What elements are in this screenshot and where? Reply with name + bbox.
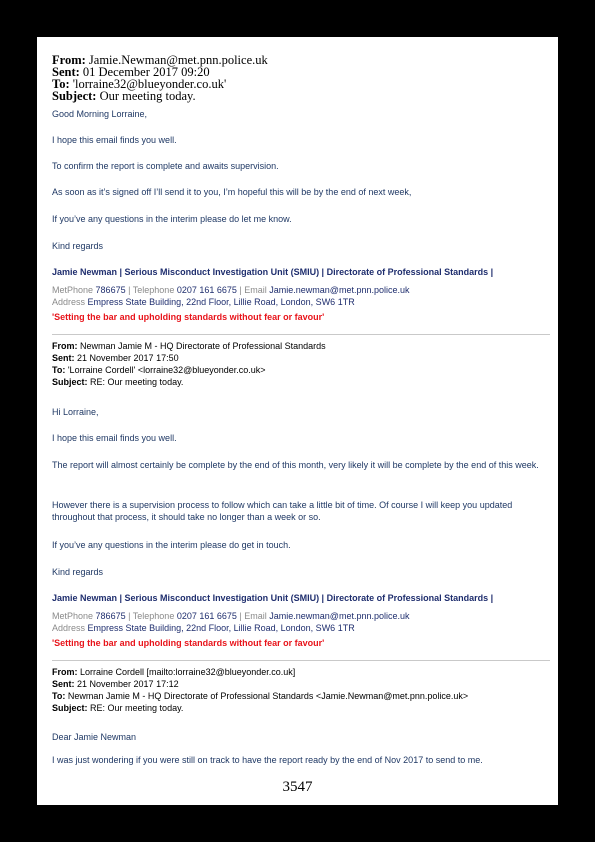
signature-name-line: Jamie Newman | Serious Misconduct Investigation Unit (SMIU) | Directorate of Professional Standards | (52, 593, 494, 603)
email3-subject-value: RE: Our meeting today. (90, 703, 184, 713)
email1-sent-value: 01 December 2017 09:20 (82, 65, 210, 79)
email3-paragraph: I was just wondering if you were still on track to have the report ready by the end of Nov 2017 to send to me. (52, 755, 483, 765)
email-separator (52, 334, 550, 335)
email3-sent-value: 21 November 2017 17:12 (77, 679, 179, 689)
email1-to-label: To: (52, 77, 70, 91)
signature-motto: 'Setting the bar and upholding standards without fear or favour' (52, 312, 325, 322)
email1-header (52, 54, 550, 102)
email1-sent-label: Sent: (52, 65, 80, 79)
email1-paragraph: If you’ve any questions in the interim please do let me know. (52, 214, 292, 224)
email2-paragraph: However there is a supervision process to follow which can take a little bit of time. Of course I will keep you updated throughout that process, it should take no longer than a week or so. (52, 500, 513, 522)
email3-greeting: Dear Jamie Newman (52, 732, 137, 742)
email1-to-value: 'lorraine32@blueyonder.co.uk' (72, 77, 227, 91)
email2-paragraph: I hope this email finds you well. (52, 433, 177, 443)
signature-address-line: Address Empress State Building, 22nd Floor, Lillie Road, London, SW6 1TR (52, 297, 355, 307)
signature-phone-line: MetPhone 786675 | Telephone 0207 161 6675 | Email Jamie.newman@met.pnn.police.uk (52, 611, 410, 621)
email2-greeting: Hi Lorraine, (52, 407, 99, 417)
email2-to-value: 'Lorraine Cordell' <lorraine32@blueyonder.co.uk> (67, 365, 266, 375)
email1-from-value: Jamie.Newman@met.pnn.police.uk (88, 53, 268, 67)
email2-header: From: Newman Jamie M - HQ Directorate of Professional Standards Sent: 21 November 2017 17:50 To: 'Lorraine Cordell' <lorraine32@blueyonder.co.uk> Subject: RE: Our meeting today. (52, 341, 326, 387)
document-page (37, 37, 558, 805)
email3-header: From: Lorraine Cordell [mailto:lorraine32@blueyonder.co.uk] Sent: 21 November 2017 17:12 To: Newman Jamie M - HQ Directorate of Professional Standards <Jamie.Newman@met.pnn.police.uk> Subject: RE: Our meeting today. (52, 667, 469, 713)
signature-address-line: Address Empress State Building, 22nd Floor, Lillie Road, London, SW6 1TR (52, 623, 355, 633)
email3-from-value: Lorraine Cordell [mailto:lorraine32@blueyonder.co.uk] (80, 667, 296, 677)
email2-paragraph: The report will almost certainly be complete by the end of this month, very likely it will be complete by the end of this week. (52, 460, 539, 470)
signature-motto: 'Setting the bar and upholding standards without fear or favour' (52, 638, 325, 648)
email1-paragraph: As soon as it’s signed off I’ll send it to you, I’m hopeful this will be by the end of next week, (52, 187, 412, 197)
signature-email-link[interactable]: Jamie.newman@met.pnn.police.uk (269, 611, 410, 621)
email2-signoff: Kind regards (52, 567, 104, 577)
email1-subject-value: Our meeting today. (99, 89, 196, 103)
email1-paragraph: To confirm the report is complete and awaits supervision. (52, 161, 279, 171)
email1-from-label: From: (52, 53, 86, 67)
email1-paragraph: I hope this email finds you well. (52, 135, 177, 145)
email-separator (52, 660, 550, 661)
email1-greeting: Good Morning Lorraine, (52, 109, 148, 119)
email1-signoff: Kind regards (52, 241, 104, 251)
email2-subject-value: RE: Our meeting today. (90, 377, 184, 387)
email1-subject-label: Subject: (52, 89, 97, 103)
signature-phone-line: MetPhone 786675 | Telephone 0207 161 6675 | Email Jamie.newman@met.pnn.police.uk (52, 285, 410, 295)
email2-paragraph: If you’ve any questions in the interim please do get in touch. (52, 540, 291, 550)
email3-to-value: Newman Jamie M - HQ Directorate of Professional Standards <Jamie.Newman@met.pnn.police.uk> (67, 691, 469, 701)
email2-sent-value: 21 November 2017 17:50 (77, 353, 179, 363)
signature-name-line: Jamie Newman | Serious Misconduct Investigation Unit (SMIU) | Directorate of Professional Standards | (52, 267, 494, 277)
signature-email-link[interactable]: Jamie.newman@met.pnn.police.uk (269, 285, 410, 295)
page-number: 3547 (282, 779, 313, 795)
email2-from-value: Newman Jamie M - HQ Directorate of Professional Standards (80, 341, 326, 351)
